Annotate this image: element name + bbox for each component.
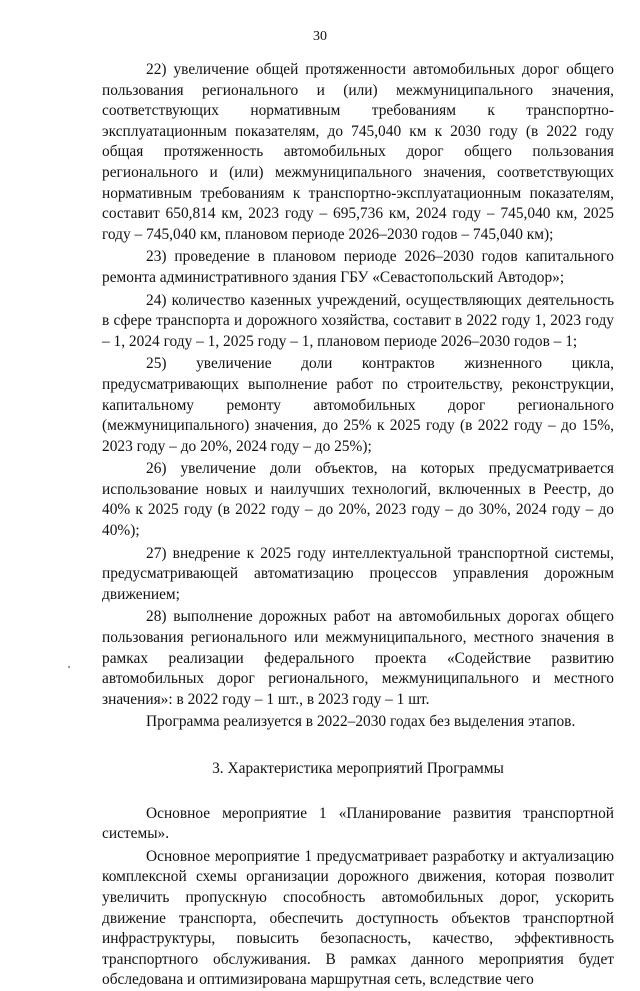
- list-item-23: 23) проведение в плановом периоде 2026–2030 годов капитального ремонта административного здания ГБУ «Севастопольский Автодор»;: [102, 248, 614, 286]
- list-item-28: 28) выполнение дорожных работ на автомобильных дорогах общего пользования регионального или межмуниципального, местного значения в рамках реализации федерального проекта «Содействие развитию автомобильных дорог регионального, межмуниципального и местного значения»: в 2022 году – 1 шт., в 2023 году – 1 шт.: [102, 608, 614, 708]
- margin-mark: [68, 666, 70, 668]
- list-item-27: 27) внедрение к 2025 году интеллектуальной транспортной системы, предусматривающей автоматизацию процессов управления дорожным движением;: [102, 544, 614, 603]
- page-body: [102, 60, 614, 991]
- list-item-22: 22) увеличение общей протяженности автомобильных дорог общего пользования регионального и (или) межмуниципального значения, соответствующих нормативным требованиям к транспортно-эксплуатационным показателям, до 745,040 км к 2030 году (в 2022 году общая протяженность автомобильных дорог общего пользования регионального и (или) межмуниципального значения, соответствующих нормативным требованиям к транспортно-эксплуатационным показателям, составит 650,814 км, 2023 году – 695,736 км, 2024 году – 745,040 км, 2025 году – 745,040 км, плановом периоде 2026–2030 годов – 745,040 км);: [102, 61, 614, 243]
- page-number: 30: [313, 29, 327, 44]
- section-heading: 3. Характеристика мероприятий Программы: [212, 760, 504, 777]
- list-item-25: 25) увеличение доли контрактов жизненного цикла, предусматривающих выполнение работ по строительству, реконструкции, капитальному ремонту автомобильных дорог регионального (межмуниципального) значения, до 25% к 2025 году (в 2022 году – до 15%, 2023 году – до 20%, 2024 году – до 25%);: [102, 355, 614, 455]
- list-item-24: 24) количество казенных учреждений, осуществляющих деятельность в сфере транспорта и дорожного хозяйства, составит в 2022 году 1, 2023 году – 1, 2024 году – 1, 2025 году – 1, плановом периоде 2026–2030 годов – 1;: [102, 291, 614, 350]
- section-paragraph: Основное мероприятие 1 «Планирование развития транспортной системы».: [102, 804, 614, 843]
- section-paragraph: Основное мероприятие 1 предусматривает разработку и актуализацию комплексной схемы организации дорожного движения, которая позволит увеличить пропускную способность автомобильных дорог, ускорить движение транспорта, обеспечить доступность объектов транспортной инфраструктуры, повысить безопасность, качество, эффективность транспортного обслуживания. В рамках данного мероприятия будет обследована и оптимизирована маршрутная сеть, вследствие чего: [102, 847, 614, 989]
- list-item-26: 26) увеличение доли объектов, на которых предусматривается использование новых и наилучших технологий, включенных в Реестр, до 40% к 2025 году (в 2022 году – до 20%, 2023 году – до 30%, 2024 году – до 40%);: [102, 460, 614, 540]
- program-period-paragraph: Программа реализуется в 2022–2030 годах без выделения этапов.: [146, 713, 576, 731]
